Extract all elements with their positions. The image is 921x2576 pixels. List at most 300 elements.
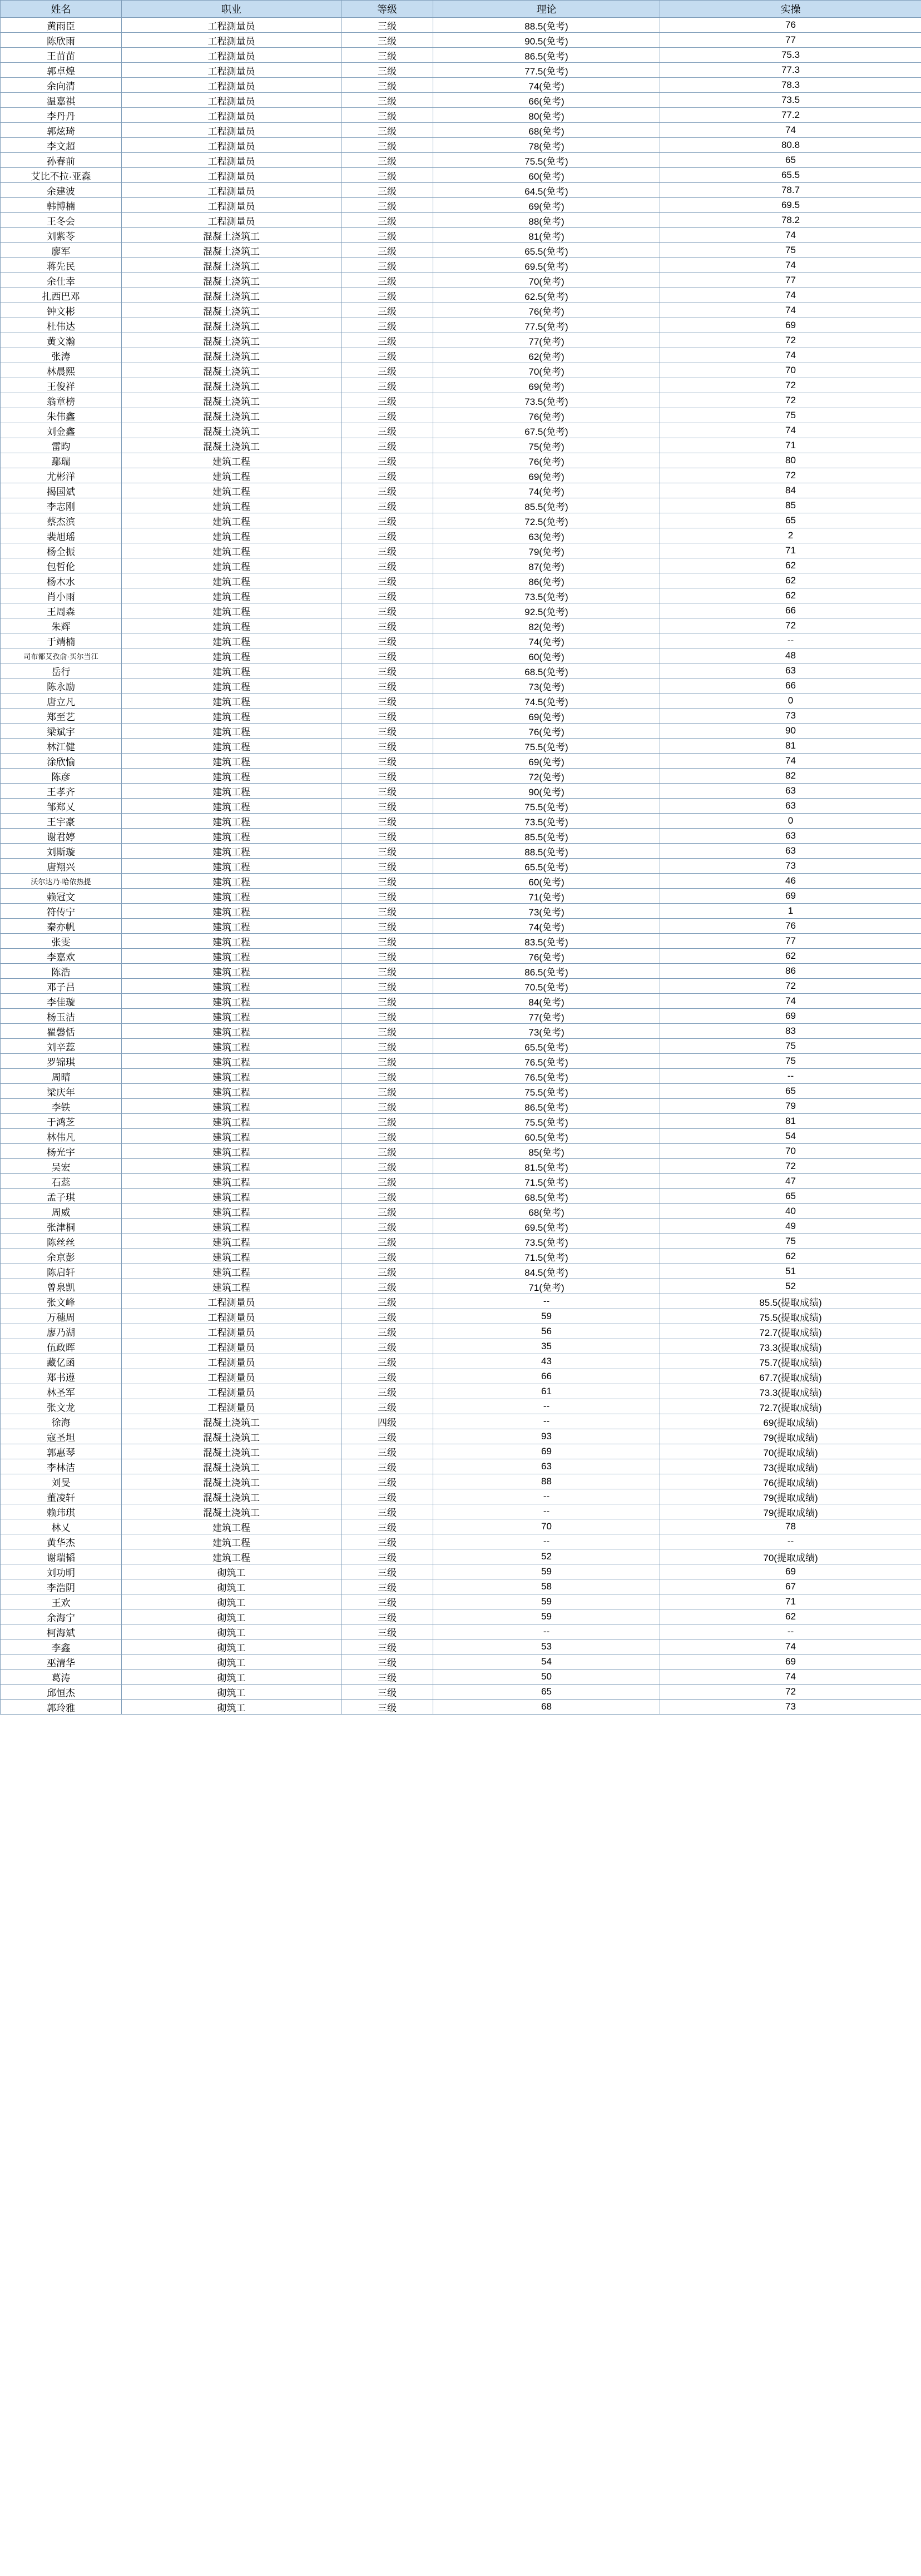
cell-theory: 77.5(免考): [433, 63, 660, 78]
cell-level: 三级: [341, 1609, 433, 1624]
table-row: [1, 558, 921, 573]
cell-name: 李丹丹: [1, 108, 122, 123]
cell-theory: 71.5(免考): [433, 1249, 660, 1264]
cell-theory: 69(免考): [433, 378, 660, 393]
cell-level: 三级: [341, 1084, 433, 1099]
cell-job: 建筑工程: [122, 1009, 341, 1024]
cell-theory: 63: [433, 1459, 660, 1474]
cell-name: 王孝齐: [1, 784, 122, 799]
cell-job: 混凝土浇筑工: [122, 348, 341, 363]
cell-job: 砌筑工: [122, 1670, 341, 1685]
cell-level: 三级: [341, 678, 433, 693]
cell-practice: 72: [660, 393, 921, 408]
table-row: [1, 333, 921, 348]
cell-level: 三级: [341, 1384, 433, 1399]
cell-theory: 90(免考): [433, 784, 660, 799]
cell-level: 三级: [341, 1444, 433, 1459]
cell-theory: 35: [433, 1339, 660, 1354]
cell-level: 三级: [341, 1039, 433, 1054]
cell-practice: 40: [660, 1204, 921, 1219]
cell-job: 建筑工程: [122, 1114, 341, 1129]
table-row: [1, 513, 921, 528]
cell-practice: 63: [660, 829, 921, 844]
cell-level: 三级: [341, 363, 433, 378]
cell-job: 砌筑工: [122, 1594, 341, 1609]
cell-level: 三级: [341, 1069, 433, 1084]
cell-name: 邹郑乂: [1, 799, 122, 814]
cell-practice: 81: [660, 739, 921, 754]
cell-practice: 74: [660, 423, 921, 438]
cell-practice: 76: [660, 919, 921, 934]
cell-job: 建筑工程: [122, 1174, 341, 1189]
cell-job: 建筑工程: [122, 618, 341, 633]
cell-theory: 73.5(免考): [433, 814, 660, 829]
table-row: [1, 1084, 921, 1099]
table-row: [1, 498, 921, 513]
cell-name: 藏亿函: [1, 1354, 122, 1369]
cell-practice: 82: [660, 769, 921, 784]
table-row: [1, 318, 921, 333]
table-row: [1, 1099, 921, 1114]
cell-job: 工程测量员: [122, 1354, 341, 1369]
cell-practice: 77: [660, 934, 921, 949]
cell-practice: 78: [660, 1519, 921, 1534]
cell-job: 建筑工程: [122, 603, 341, 618]
cell-theory: 72(免考): [433, 769, 660, 784]
cell-theory: 64.5(免考): [433, 183, 660, 198]
cell-job: 砌筑工: [122, 1609, 341, 1624]
cell-name: 刘金鑫: [1, 423, 122, 438]
cell-practice: 75.5(提取成绩): [660, 1309, 921, 1324]
cell-practice: 70: [660, 363, 921, 378]
cell-job: 工程测量员: [122, 1384, 341, 1399]
table-row: [1, 1579, 921, 1594]
cell-level: 三级: [341, 754, 433, 769]
cell-theory: 59: [433, 1564, 660, 1579]
cell-theory: 68(免考): [433, 123, 660, 138]
cell-name: 邱恒杰: [1, 1685, 122, 1700]
cell-name: 鄢瑞: [1, 453, 122, 468]
cell-theory: 69.5(免考): [433, 258, 660, 273]
cell-level: 三级: [341, 1549, 433, 1564]
cell-job: 混凝土浇筑工: [122, 423, 341, 438]
cell-theory: 88: [433, 1474, 660, 1489]
table-row: [1, 423, 921, 438]
cell-job: 建筑工程: [122, 1549, 341, 1564]
cell-theory: 63(免考): [433, 528, 660, 543]
cell-name: 葛涛: [1, 1670, 122, 1685]
cell-theory: 77.5(免考): [433, 318, 660, 333]
cell-level: 三级: [341, 33, 433, 48]
cell-level: 三级: [341, 1294, 433, 1309]
cell-level: 三级: [341, 558, 433, 573]
cell-level: 三级: [341, 949, 433, 964]
table-row: [1, 769, 921, 784]
table-row: [1, 348, 921, 363]
cell-practice: 69: [660, 1564, 921, 1579]
table-row: [1, 33, 921, 48]
cell-practice: 66: [660, 678, 921, 693]
cell-job: 建筑工程: [122, 724, 341, 739]
cell-theory: 60(免考): [433, 874, 660, 889]
cell-theory: 84(免考): [433, 994, 660, 1009]
column-header-name: 姓名: [1, 1, 122, 18]
table-row: [1, 1174, 921, 1189]
cell-level: 三级: [341, 543, 433, 558]
cell-level: 三级: [341, 288, 433, 303]
cell-theory: 74(免考): [433, 919, 660, 934]
cell-job: 建筑工程: [122, 784, 341, 799]
table-row: [1, 213, 921, 228]
cell-job: 混凝土浇筑工: [122, 1414, 341, 1429]
table-row: [1, 258, 921, 273]
cell-practice: 71: [660, 1594, 921, 1609]
cell-level: 三级: [341, 123, 433, 138]
cell-level: 三级: [341, 18, 433, 33]
cell-practice: 73.3(提取成绩): [660, 1384, 921, 1399]
cell-theory: 72.5(免考): [433, 513, 660, 528]
table-row: [1, 1384, 921, 1399]
cell-theory: 70(免考): [433, 363, 660, 378]
table-row: [1, 1519, 921, 1534]
table-row: [1, 468, 921, 483]
cell-name: 王欢: [1, 1594, 122, 1609]
cell-name: 黄文瀚: [1, 333, 122, 348]
cell-job: 建筑工程: [122, 1099, 341, 1114]
cell-job: 建筑工程: [122, 1519, 341, 1534]
cell-theory: --: [433, 1624, 660, 1639]
cell-level: 三级: [341, 573, 433, 588]
cell-level: 三级: [341, 1009, 433, 1024]
cell-level: 三级: [341, 63, 433, 78]
cell-name: 余建波: [1, 183, 122, 198]
cell-job: 建筑工程: [122, 498, 341, 513]
cell-practice: 75: [660, 408, 921, 423]
cell-practice: 77: [660, 33, 921, 48]
table-row: [1, 1234, 921, 1249]
table-row: [1, 724, 921, 739]
table-row: [1, 408, 921, 423]
cell-name: 李浩阴: [1, 1579, 122, 1594]
cell-job: 建筑工程: [122, 588, 341, 603]
cell-theory: 70.5(免考): [433, 979, 660, 994]
cell-level: 三级: [341, 498, 433, 513]
cell-practice: 2: [660, 528, 921, 543]
cell-practice: 73: [660, 859, 921, 874]
cell-theory: 77(免考): [433, 1009, 660, 1024]
table-row: [1, 693, 921, 709]
cell-theory: 71(免考): [433, 889, 660, 904]
cell-job: 建筑工程: [122, 543, 341, 558]
cell-practice: --: [660, 1534, 921, 1549]
table-row: [1, 859, 921, 874]
cell-practice: 62: [660, 949, 921, 964]
cell-level: 三级: [341, 348, 433, 363]
cell-level: 三级: [341, 994, 433, 1009]
cell-practice: 75: [660, 1054, 921, 1069]
cell-level: 三级: [341, 333, 433, 348]
cell-practice: 46: [660, 874, 921, 889]
cell-practice: 90: [660, 724, 921, 739]
cell-theory: 73.5(免考): [433, 393, 660, 408]
cell-theory: 60(免考): [433, 168, 660, 183]
cell-level: 三级: [341, 844, 433, 859]
cell-job: 建筑工程: [122, 964, 341, 979]
cell-job: 砌筑工: [122, 1624, 341, 1639]
cell-job: 建筑工程: [122, 994, 341, 1009]
cell-theory: 62.5(免考): [433, 288, 660, 303]
cell-practice: 67: [660, 1579, 921, 1594]
table-row: [1, 18, 921, 33]
cell-job: 工程测量员: [122, 33, 341, 48]
table-row: [1, 814, 921, 829]
cell-level: 三级: [341, 393, 433, 408]
cell-name: 陈启轩: [1, 1264, 122, 1279]
cell-name: 刘斯璇: [1, 844, 122, 859]
cell-practice: 72: [660, 1159, 921, 1174]
cell-level: 三级: [341, 633, 433, 648]
cell-theory: 75.5(免考): [433, 739, 660, 754]
cell-name: 陈丝丝: [1, 1234, 122, 1249]
cell-theory: 73(免考): [433, 678, 660, 693]
cell-practice: 62: [660, 1249, 921, 1264]
cell-practice: 79(提取成绩): [660, 1429, 921, 1444]
cell-theory: 69(免考): [433, 754, 660, 769]
cell-theory: 52: [433, 1549, 660, 1564]
cell-practice: 69: [660, 1009, 921, 1024]
cell-theory: 54: [433, 1654, 660, 1670]
table-row: [1, 1459, 921, 1474]
cell-job: 混凝土浇筑工: [122, 288, 341, 303]
cell-practice: 74: [660, 754, 921, 769]
cell-practice: 75.7(提取成绩): [660, 1354, 921, 1369]
cell-level: 三级: [341, 378, 433, 393]
table-row: [1, 1504, 921, 1519]
cell-practice: 75: [660, 1039, 921, 1054]
cell-level: 三级: [341, 1474, 433, 1489]
cell-theory: 79(免考): [433, 543, 660, 558]
cell-practice: --: [660, 1624, 921, 1639]
table-row: [1, 1339, 921, 1354]
cell-level: 三级: [341, 1534, 433, 1549]
cell-practice: 77.2: [660, 108, 921, 123]
cell-level: 三级: [341, 979, 433, 994]
table-row: [1, 934, 921, 949]
cell-name: 陈永励: [1, 678, 122, 693]
cell-job: 建筑工程: [122, 1534, 341, 1549]
cell-name: 王宇豪: [1, 814, 122, 829]
cell-level: 三级: [341, 709, 433, 724]
table-row: [1, 618, 921, 633]
cell-level: 三级: [341, 1594, 433, 1609]
cell-practice: 69.5: [660, 198, 921, 213]
table-row: [1, 1444, 921, 1459]
cell-level: 三级: [341, 1399, 433, 1414]
cell-practice: 62: [660, 1609, 921, 1624]
cell-job: 砌筑工: [122, 1654, 341, 1670]
cell-level: 三级: [341, 408, 433, 423]
cell-level: 三级: [341, 799, 433, 814]
cell-name: 柯海斌: [1, 1624, 122, 1639]
cell-job: 混凝土浇筑工: [122, 1504, 341, 1519]
cell-name: 唐立凡: [1, 693, 122, 709]
table-row: [1, 288, 921, 303]
table-row: [1, 168, 921, 183]
cell-job: 工程测量员: [122, 1309, 341, 1324]
cell-name: 艾比不拉·亚森: [1, 168, 122, 183]
table-row: [1, 1309, 921, 1324]
cell-name: 李志刚: [1, 498, 122, 513]
table-row: [1, 1564, 921, 1579]
cell-name: 刘辛蕊: [1, 1039, 122, 1054]
cell-name: 郭玲雅: [1, 1700, 122, 1715]
cell-name: 张文龙: [1, 1399, 122, 1414]
cell-practice: 72: [660, 378, 921, 393]
table-row: [1, 994, 921, 1009]
cell-practice: 74: [660, 994, 921, 1009]
cell-theory: 65.5(免考): [433, 1039, 660, 1054]
table-row: [1, 904, 921, 919]
cell-level: 三级: [341, 1700, 433, 1715]
cell-level: 三级: [341, 243, 433, 258]
cell-theory: 74(免考): [433, 78, 660, 93]
cell-theory: 66: [433, 1369, 660, 1384]
table-row: [1, 1399, 921, 1414]
cell-job: 工程测量员: [122, 153, 341, 168]
cell-theory: 85.5(免考): [433, 829, 660, 844]
cell-name: 伍政晖: [1, 1339, 122, 1354]
cell-name: 李林洁: [1, 1459, 122, 1474]
table-row: [1, 1204, 921, 1219]
cell-job: 建筑工程: [122, 468, 341, 483]
table-row: [1, 1024, 921, 1039]
table-row: [1, 1264, 921, 1279]
cell-practice: --: [660, 633, 921, 648]
table-row: [1, 1534, 921, 1549]
cell-name: 王苗苗: [1, 48, 122, 63]
cell-level: 三级: [341, 93, 433, 108]
cell-practice: 65: [660, 1189, 921, 1204]
cell-theory: 68: [433, 1700, 660, 1715]
cell-practice: 76: [660, 18, 921, 33]
cell-level: 三级: [341, 663, 433, 678]
cell-practice: 75: [660, 1234, 921, 1249]
cell-practice: 79(提取成绩): [660, 1489, 921, 1504]
table-row: [1, 1670, 921, 1685]
cell-level: 四级: [341, 1414, 433, 1429]
cell-job: 工程测量员: [122, 1369, 341, 1384]
cell-name: 扎西巴邓: [1, 288, 122, 303]
cell-level: 三级: [341, 769, 433, 784]
table-row: [1, 483, 921, 498]
cell-level: 三级: [341, 1279, 433, 1294]
cell-level: 三级: [341, 1339, 433, 1354]
cell-theory: 76(免考): [433, 303, 660, 318]
cell-job: 混凝土浇筑工: [122, 438, 341, 453]
cell-job: 工程测量员: [122, 1399, 341, 1414]
cell-theory: 75.5(免考): [433, 799, 660, 814]
cell-practice: 62: [660, 588, 921, 603]
cell-practice: 80.8: [660, 138, 921, 153]
cell-job: 混凝土浇筑工: [122, 1459, 341, 1474]
cell-theory: 76(免考): [433, 724, 660, 739]
cell-level: 三级: [341, 318, 433, 333]
cell-name: 蔡杰滨: [1, 513, 122, 528]
cell-practice: 74: [660, 228, 921, 243]
cell-job: 混凝土浇筑工: [122, 1444, 341, 1459]
table-row: [1, 1685, 921, 1700]
cell-level: 三级: [341, 1024, 433, 1039]
cell-practice: 1: [660, 904, 921, 919]
cell-name: 杨全振: [1, 543, 122, 558]
cell-name: 刘旻: [1, 1474, 122, 1489]
cell-name: 钟文彬: [1, 303, 122, 318]
cell-name: 王俊祥: [1, 378, 122, 393]
table-row: [1, 844, 921, 859]
table-row: [1, 949, 921, 964]
cell-name: 林晨熙: [1, 363, 122, 378]
cell-practice: 75: [660, 243, 921, 258]
cell-job: 混凝土浇筑工: [122, 1489, 341, 1504]
cell-practice: 76(提取成绩): [660, 1474, 921, 1489]
cell-theory: 69.5(免考): [433, 1219, 660, 1234]
cell-job: 建筑工程: [122, 663, 341, 678]
cell-practice: 84: [660, 483, 921, 498]
table-row: [1, 48, 921, 63]
table-row: [1, 1294, 921, 1309]
cell-job: 砌筑工: [122, 1579, 341, 1594]
cell-name: 李鑫: [1, 1639, 122, 1654]
cell-name: 林伟凡: [1, 1129, 122, 1144]
table-row: [1, 228, 921, 243]
cell-name: 朱伟鑫: [1, 408, 122, 423]
cell-theory: 86(免考): [433, 573, 660, 588]
table-row: [1, 1219, 921, 1234]
cell-theory: 60(免考): [433, 648, 660, 663]
cell-name: 翁章榜: [1, 393, 122, 408]
cell-job: 建筑工程: [122, 814, 341, 829]
cell-job: 建筑工程: [122, 513, 341, 528]
table-row: [1, 243, 921, 258]
cell-name: 石蕊: [1, 1174, 122, 1189]
cell-name: 余向清: [1, 78, 122, 93]
cell-job: 建筑工程: [122, 844, 341, 859]
cell-practice: 78.3: [660, 78, 921, 93]
cell-practice: 83: [660, 1024, 921, 1039]
cell-name: 吴宏: [1, 1159, 122, 1174]
cell-job: 工程测量员: [122, 213, 341, 228]
cell-name: 秦亦帆: [1, 919, 122, 934]
cell-job: 工程测量员: [122, 108, 341, 123]
table-row: [1, 1159, 921, 1174]
cell-name: 曾泉凯: [1, 1279, 122, 1294]
cell-practice: 70(提取成绩): [660, 1549, 921, 1564]
cell-theory: 59: [433, 1594, 660, 1609]
cell-level: 三级: [341, 138, 433, 153]
table-row: [1, 183, 921, 198]
cell-theory: 70: [433, 1519, 660, 1534]
cell-level: 三级: [341, 859, 433, 874]
cell-theory: 68.5(免考): [433, 1189, 660, 1204]
cell-level: 三级: [341, 1489, 433, 1504]
cell-job: 建筑工程: [122, 1219, 341, 1234]
table-row: [1, 1700, 921, 1715]
table-row: [1, 1129, 921, 1144]
cell-practice: 72: [660, 468, 921, 483]
cell-practice: 63: [660, 663, 921, 678]
cell-level: 三级: [341, 693, 433, 709]
cell-theory: 67.5(免考): [433, 423, 660, 438]
